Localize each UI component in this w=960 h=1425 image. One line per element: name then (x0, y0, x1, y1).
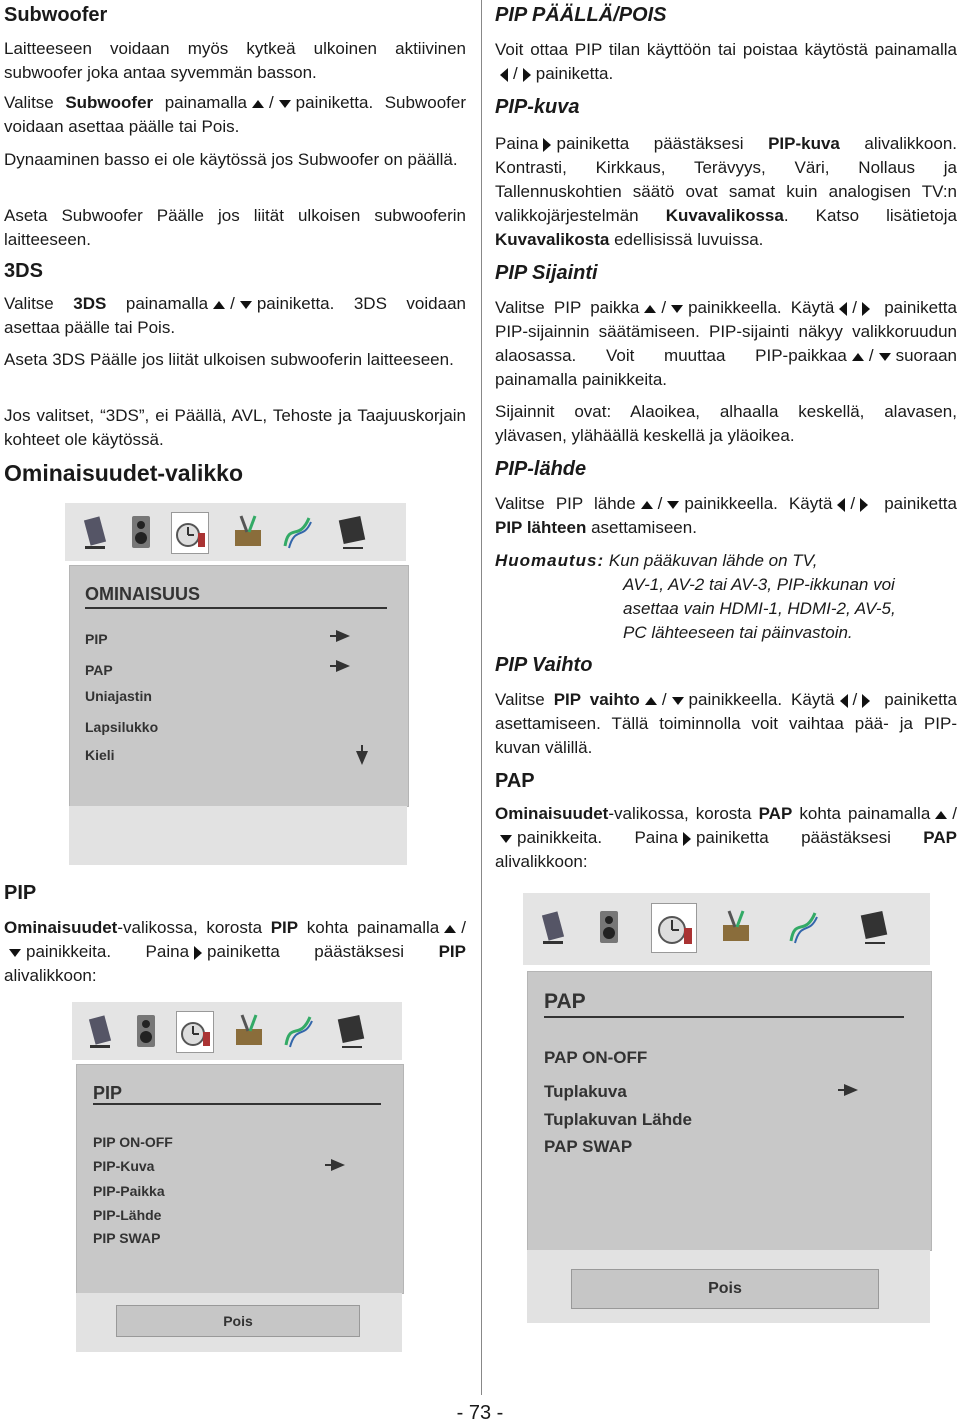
install-tools-icon (232, 1011, 268, 1051)
features-menu-footer (69, 806, 407, 865)
right-arrow-icon (860, 498, 868, 512)
threeds-heading: 3DS (4, 260, 43, 282)
up-arrow-icon (641, 501, 653, 509)
pip-menu-screenshot (72, 1002, 402, 1352)
threeds-paragraph-1: Valitse 3DS painamalla / painiketta. 3DS voidaan asettaa päälle tai Pois. (4, 294, 466, 337)
up-arrow-icon (252, 100, 264, 108)
menu-item-pip-swap[interactable]: PIP SWAP (93, 1230, 161, 1246)
features-menu-panel (69, 565, 409, 807)
right-arrow-icon (683, 832, 691, 846)
right-arrow-icon (862, 694, 870, 708)
subwoofer-paragraph-4: Aseta Subwoofer Päälle jos liität ulkoisen subwooferin laitteeseen. (4, 206, 466, 249)
pois-button[interactable]: Pois (571, 1269, 879, 1309)
source-screen-icon (334, 1011, 370, 1051)
pap-heading: PAP (495, 770, 535, 792)
right-arrow-icon (862, 302, 870, 316)
menu-item-pip[interactable]: PIP (85, 631, 108, 647)
cables-icon (279, 512, 315, 552)
pip-heading: PIP (4, 882, 37, 904)
features-clock-icon (176, 1011, 214, 1053)
pois-button[interactable]: Pois (116, 1305, 360, 1337)
threeds-paragraph-2: Aseta 3DS Päälle jos liität ulkoisen subwooferin laitteeseen. (4, 350, 454, 369)
submenu-arrow-icon (844, 1084, 858, 1096)
menu-item-pap-swap[interactable]: PAP SWAP (544, 1137, 633, 1156)
down-arrow-icon (279, 100, 291, 108)
pip-lahde-paragraph: Valitse PIP lähde / painikkeella. Käytä / painiketta PIP lähteen asettamiseen. (495, 494, 957, 537)
menu-item-pip-lahde[interactable]: PIP-Lähde (93, 1207, 162, 1223)
left-arrow-icon (837, 498, 845, 512)
note-block: Huomautus: Kun pääkuvan lähde on TV, AV-1, AV-2 tai AV-3, PIP-ikkunan voi asettaa vain HDMI-1, HDMI-2, AV-5, PC lähteeseen tai päinvastoin. (495, 551, 896, 642)
menu-item-pip-kuva[interactable]: PIP-Kuva (93, 1158, 155, 1174)
menu-item-pip-on-off[interactable]: PIP ON-OFF (93, 1134, 173, 1150)
up-arrow-icon (644, 305, 656, 313)
features-menu-screenshot (65, 503, 406, 865)
audio-icon (591, 907, 627, 947)
menu-item-kieli[interactable]: Kieli (85, 747, 115, 763)
subwoofer-paragraph-1: Laitteeseen voidaan myös kytkeä ulkoinen aktiivinen subwoofer joka antaa syvemmän basson. (4, 39, 466, 82)
source-screen-icon (857, 907, 893, 947)
down-arrow-icon (500, 835, 512, 843)
pip-menu-title: PIP (93, 1083, 123, 1103)
pap-paragraph: Ominaisuudet-valikossa, korosta PAP kohta painamalla /painikkeita. Paina painiketta päästäksesi PAP alivalikkoon: (495, 804, 958, 871)
install-tools-icon (719, 907, 755, 947)
source-screen-icon (335, 512, 371, 552)
pip-sijainti-paragraph-2: Sijainnit ovat: Alaoikea, alhaalla keskellä, alavasen, ylävasen, ylähäällä keskellä ja yläoikea. (495, 402, 957, 445)
down-arrow-icon (240, 301, 252, 309)
submenu-arrow-icon (336, 630, 350, 642)
left-arrow-icon (500, 68, 508, 82)
audio-icon (123, 512, 159, 552)
subwoofer-paragraph-2: Valitse Subwoofer painamalla / painiketta. Subwoofer voidaan asettaa päälle tai Pois. (4, 93, 466, 136)
pip-paragraph-1: Ominaisuudet-valikossa, korosta PIP kohta painamalla /painikkeita. Paina painiketta päästäksesi PIP alivalikkoon: (4, 918, 466, 985)
pip-menu-footer (76, 1293, 402, 1352)
down-arrow-icon (9, 949, 21, 957)
speaker-icon (84, 1011, 120, 1051)
submenu-arrow-icon (331, 1159, 345, 1171)
pap-menu-screenshot (523, 893, 930, 1323)
pap-menu-footer (527, 1250, 930, 1323)
threeds-paragraph-3: Jos valitset, “3DS”, ei Päällä, AVL, Tehoste ja Taajuuskorjain kohteet ole käytössä. (4, 406, 466, 449)
pap-menu-panel (527, 971, 932, 1251)
pip-onoff-heading: PIP PÄÄLLÄ/POIS (495, 4, 667, 26)
menu-item-uniajastin[interactable]: Uniajastin (85, 688, 152, 704)
pip-kuva-paragraph: Paina painiketta päästäksesi PIP-kuva alivalikkoon. Kontrasti, Kirkkaus, Terävyys, Väri, Nollaus ja Tallennuskohtien säätö ovat samat kuin analogisen TV:n valikkojärjestelmän Kuvavalikossa. Katso lisätietoja Kuvavalikosta edellisissä luvuissa. (495, 134, 957, 249)
column-divider (481, 0, 482, 1395)
up-arrow-icon (852, 353, 864, 361)
menu-item-tuplakuva[interactable]: Tuplakuva (544, 1082, 627, 1101)
pip-kuva-heading: PIP-kuva (495, 96, 580, 118)
features-clock-icon (651, 903, 697, 953)
features-menu-heading: Ominaisuudet-valikko (4, 460, 244, 486)
left-arrow-icon (839, 302, 847, 316)
pip-sijainti-paragraph-1: Valitse PIP paikka / painikkeella. Käytä / painiketta PIP-sijainnin säätämiseen. PIP-sijainti näkyy valikkoruudun alaosassa. Voit muuttaa PIP-paikkaa / suoraan painamalla painikkeita. (495, 298, 957, 389)
pip-vaihto-paragraph: Valitse PIP vaihto / painikkeella. Käytä / painiketta asettamiseen. Tällä toiminnolla voit vaihtaa pää- ja PIP-kuvan välillä. (495, 690, 957, 757)
pap-menu-title: PAP (544, 990, 586, 1013)
cables-icon (280, 1011, 316, 1051)
up-arrow-icon (645, 697, 657, 705)
menu-icon-bar (65, 503, 406, 561)
page-number: - 73 - (456, 1402, 504, 1424)
right-arrow-icon (194, 946, 202, 960)
audio-icon (128, 1011, 164, 1051)
cables-icon (785, 907, 821, 947)
pip-lahde-heading: PIP-lähde (495, 458, 587, 480)
down-arrow-icon (667, 501, 679, 509)
subwoofer-heading: Subwoofer (4, 4, 108, 26)
submenu-arrow-icon (336, 660, 350, 672)
pip-vaihto-heading: PIP Vaihto (495, 654, 593, 676)
title-underline (93, 1103, 381, 1105)
left-arrow-icon (840, 694, 848, 708)
pip-onoff-paragraph: Voit ottaa PIP tilan käyttöön tai poistaa käytöstä painamalla/ painiketta. (495, 40, 957, 83)
menu-item-pap-on-off[interactable]: PAP ON-OFF (544, 1048, 648, 1067)
menu-item-lapsilukko[interactable]: Lapsilukko (85, 719, 159, 735)
speaker-icon (537, 907, 573, 947)
menu-item-pap[interactable]: PAP (85, 662, 113, 678)
pip-menu-panel (76, 1064, 404, 1294)
right-arrow-icon (543, 138, 551, 152)
features-clock-icon (171, 512, 209, 554)
subwoofer-paragraph-3: Dynaaminen basso ei ole käytössä jos Subwoofer on päällä. (4, 150, 458, 169)
down-arrow-icon (672, 697, 684, 705)
right-arrow-icon (523, 68, 531, 82)
down-arrow-icon (671, 305, 683, 313)
title-underline (85, 607, 387, 609)
up-arrow-icon (444, 925, 456, 933)
scroll-down-arrow-icon (356, 751, 368, 765)
title-underline (544, 1016, 904, 1018)
up-arrow-icon (213, 301, 225, 309)
pip-sijainti-heading: PIP Sijainti (495, 262, 598, 284)
speaker-icon (79, 512, 115, 552)
up-arrow-icon (935, 811, 947, 819)
features-menu-title: OMINAISUUS (85, 584, 201, 604)
down-arrow-icon (879, 353, 891, 361)
menu-icon-bar (523, 893, 930, 965)
menu-icon-bar (72, 1002, 402, 1060)
menu-item-pip-paikka[interactable]: PIP-Paikka (93, 1183, 165, 1199)
menu-item-tuplakuvan-lahde[interactable]: Tuplakuvan Lähde (544, 1110, 692, 1129)
install-tools-icon (231, 512, 267, 552)
